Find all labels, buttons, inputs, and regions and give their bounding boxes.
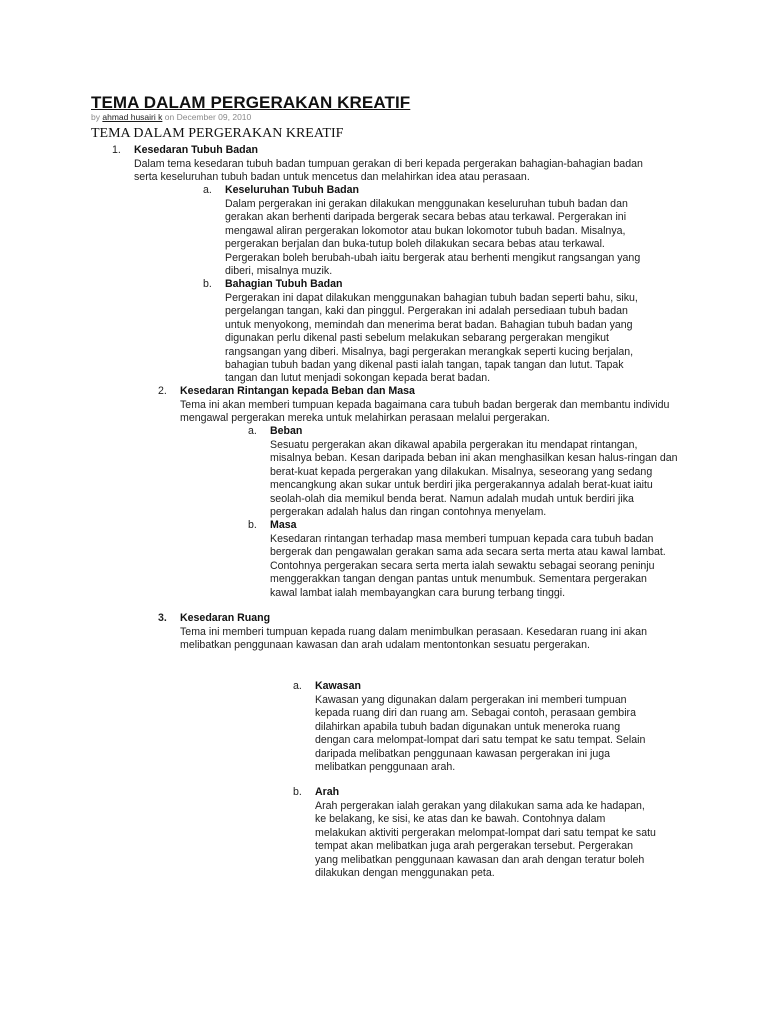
section-1-heading: Kesedaran Tubuh Badan (134, 144, 259, 156)
item-2a-heading: Beban (270, 425, 303, 437)
section-2-marker: 2. (158, 385, 167, 397)
section-3-heading: Kesedaran Ruang (180, 612, 271, 624)
document-title: TEMA DALAM PERGERAKAN KREATIF (91, 93, 411, 112)
item-2a-paragraph: Sesuatu pergerakan akan dikawal apabila pergerakan itu mendapat rintangan, misalnya beban. Kesan daripada beban ini akan menghasilkan kesan halus-ringan dan berat-kuat kepada pergerakan yang dilakukan. Misalnya, seseorang yang sedang mencangkung akan sukar untuk berdiri jika pergerakannya adalah berat-kuat iaitu seolah-olah dia memikul benda berat. Namun adalah mudah untuk berdiri jika pergerakan adalah halus dan ringan contohnya menyelam. (270, 439, 678, 519)
item-1a-marker: a. (203, 184, 212, 196)
document-subtitle: TEMA DALAM PERGERAKAN KREATIF (91, 126, 344, 141)
item-1a-text (225, 198, 647, 278)
section-3-text (180, 626, 660, 653)
item-2b-paragraph: Kesedaran rintangan terhadap masa memberi tumpuan kepada cara tubuh badan bergerak dan pengawalan gerakan sama ada secara serta merta atau kawal lambat. Contohnya pergerakan secara serta merta ialah sewaktu sebagai seorang peninju menggerakkan tangan dengan pantas untuk menumbuk. Sementara pergerakan kawal lambat ialah membayangkan cara burung terbang tinggi. (270, 533, 666, 599)
section-2-paragraph: Tema ini akan memberi tumpuan kepada bagaimana cara tubuh badan bergerak dan membantu individu mengawal pergerakan mereka untuk melahirkan perasaan melalui pergerakan. (180, 399, 670, 425)
item-3a-heading: Kawasan (315, 680, 361, 692)
item-1b-paragraph: Pergerakan ini dapat dilakukan menggunakan bahagian tubuh badan seperti bahu, siku, pergelangan tangan, kaki dan pinggul. Pergerakan ini adalah persediaan tubuh badan untuk menyokong, memindah dan menerima berat badan. Bahagian tubuh badan yang digunakan perlu dikenal pasti sebelum melakukan sebarang pergerakan mengikut rangsangan yang diberi. Misalnya, bagi pergerakan merangkak seperti kucing berjalan, bahagian tubuh badan yang dikenal pasti ialah tangan, tapak tangan dan lutut. Tapak tangan dan lutut menjadi sokongan kepada berat badan. (225, 292, 638, 385)
item-1b-text (225, 292, 647, 386)
item-3a-text (315, 694, 657, 774)
item-3b-text (315, 800, 657, 880)
publish-date: December 09, 2010 (176, 112, 252, 122)
byline (91, 112, 251, 122)
section-1-paragraph: Dalam tema kesedaran tubuh badan tumpuan gerakan di beri kepada pergerakan bahagian-bahagian badan serta keseluruhan tubuh badan untuk mencetus dan melahirkan idea atau perasaan. (134, 158, 643, 184)
section-3-paragraph: Tema ini memberi tumpuan kepada ruang dalam menimbulkan perasaan. Kesedaran ruang ini akan melibatkan penggunaan kawasan dan arah udalam mentontonkan sesuatu pergerakan. (180, 626, 647, 652)
item-2a-text (270, 439, 680, 519)
section-2-text (180, 399, 690, 426)
section-1-marker: 1. (112, 144, 121, 156)
item-1a-paragraph: Dalam pergerakan ini gerakan dilakukan menggunakan keseluruhan tubuh badan dan gerakan akan berhenti daripada bergerak secara bebas atau terkawal. Pergerakan ini mengawal aliran pergerakan lokomotor atau bukan lokomotor tubuh badan. Misalnya, pergerakan berjalan dan buka-tutup boleh dilakukan secara bebas atau terkawal. Pergerakan boleh berubah-ubah iaitu bergerak atau berhenti mengikut rangsangan yang diberi, misalnya muzik. (225, 198, 641, 278)
item-3a-paragraph: Kawasan yang digunakan dalam pergerakan ini memberi tumpuan kepada ruang diri dan ruang am. Sebagai contoh, perasaan gembira dilahirkan apabila tubuh badan digunakan untuk meneroka ruang dengan cara melompat-lompat dari satu tempat ke satu tempat. Selain daripada melibatkan penggunaan kawasan pergerakan ini juga melibatkan penggunaan arah. (315, 694, 646, 774)
item-1b-marker: b. (203, 278, 212, 290)
item-2b-heading: Masa (270, 519, 297, 531)
byline-on: on (164, 112, 175, 122)
byline-prefix: by (91, 112, 100, 122)
author-link[interactable]: ahmad husairi k (102, 112, 163, 122)
item-3b-heading: Arah (315, 786, 340, 798)
section-3-marker: 3. (158, 612, 167, 624)
item-1b-heading: Bahagian Tubuh Badan (225, 278, 343, 290)
section-2-heading: Kesedaran Rintangan kepada Beban dan Masa (180, 385, 415, 397)
item-2a-marker: a. (248, 425, 257, 437)
item-2b-marker: b. (248, 519, 257, 531)
item-2b-text (270, 533, 672, 600)
item-1a-heading: Keseluruhan Tubuh Badan (225, 184, 359, 196)
item-3b-marker: b. (293, 786, 302, 798)
item-3b-paragraph: Arah pergerakan ialah gerakan yang dilakukan sama ada ke hadapan, ke belakang, ke sisi, ke atas dan ke bawah. Contohnya dalam melakukan aktiviti pergerakan melompat-lompat dari satu tempat ke satu tempat akan melibatkan juga arah pergerakan tersebut. Pergerakan yang melibatkan penggunaan kawasan dan arah dengan teratur boleh dilakukan dengan menggunakan peta. (315, 800, 656, 880)
section-1-text (134, 158, 649, 185)
item-3a-marker: a. (293, 680, 302, 692)
